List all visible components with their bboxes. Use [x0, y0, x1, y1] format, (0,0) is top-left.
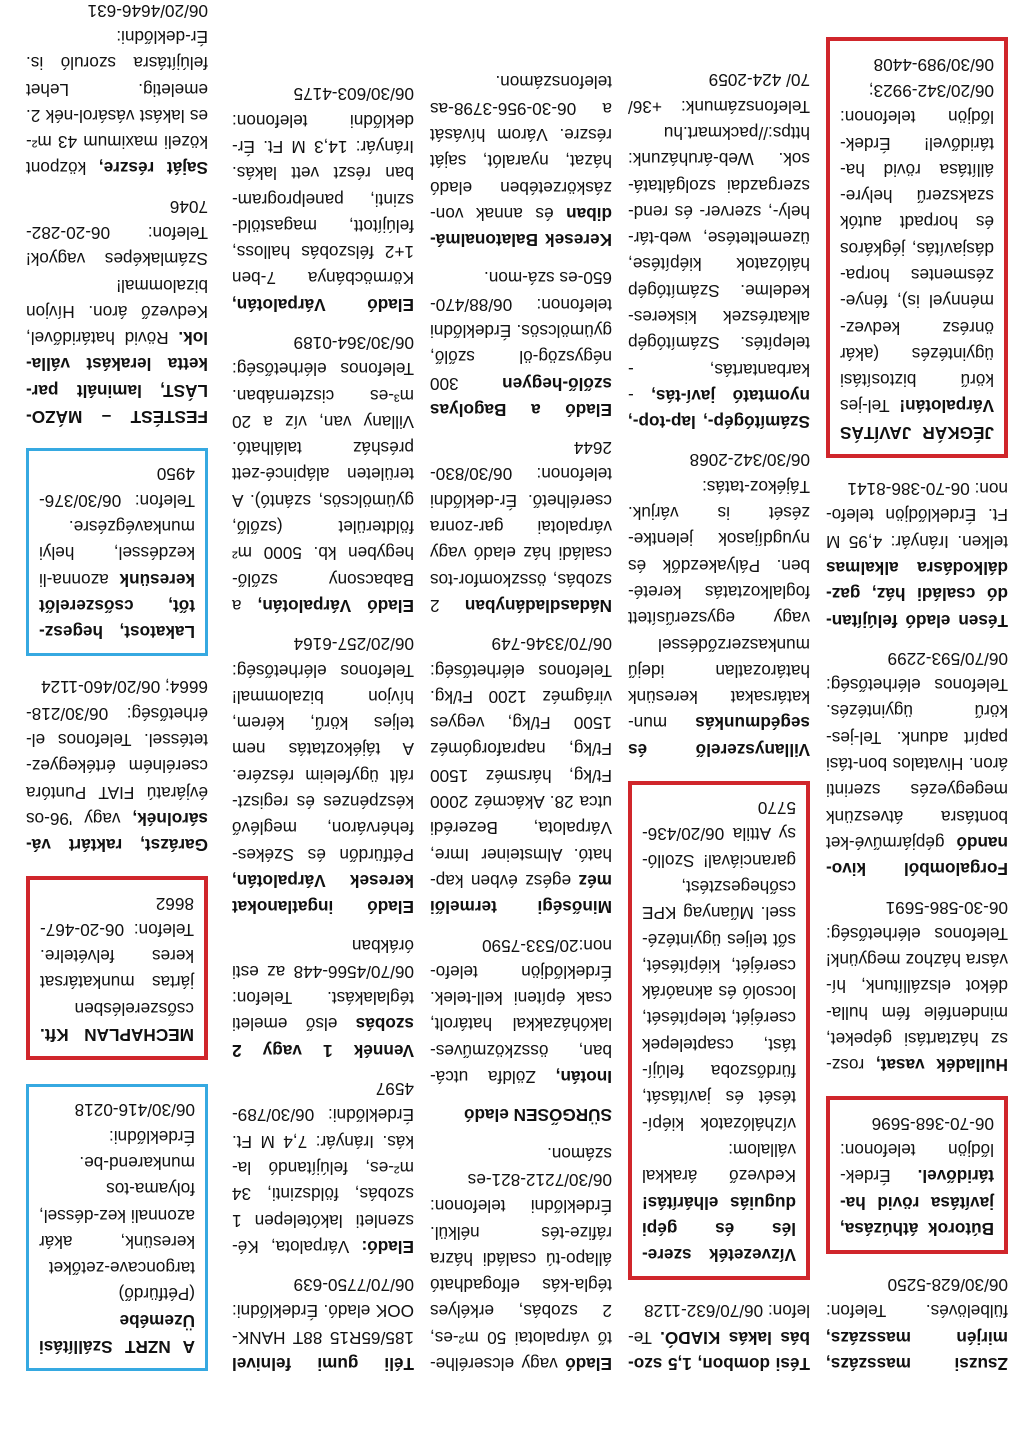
classified-ad	[430, 423, 612, 619]
ad-body: azonna-li kezdéssel, helyi munkavégzésre. Telefon: 06/30/376-4950	[39, 464, 195, 590]
ad-body: Pétfürdőn és Székes-fehérváron, meglévő készpénzes és regiszt-rált ügyfeleim részére. A tájékoztatás nem teljes körű, kérem, hívjon bizalommal! Telefonos elérhetőség: 06/20/257-6164	[232, 634, 414, 865]
ad-lead: JÉGKÁR JAVÍTÁS Várpalotán!	[840, 396, 994, 443]
classified-ad	[430, 1090, 612, 1128]
classified-ad	[430, 920, 612, 1090]
column-4	[232, 47, 414, 1377]
ad-lead: Téli gumi felnivel	[232, 1354, 414, 1374]
ad-lead: Vízvezeték szere-lés és gépi duguiás elhárítás!	[642, 1192, 796, 1266]
boxed-classified-ad	[628, 781, 810, 1280]
column-5	[26, 0, 208, 1377]
classified-ad	[826, 1260, 1008, 1377]
ad-lead: Garázst, raktárt vá-sárolnék,	[26, 808, 208, 856]
classified-ad	[826, 882, 1008, 1078]
ad-body: Várpalota, Ké-szenleti lakótelepen 1 szobás, földszinti, 34 m²-es, felújítandó la-kás. Irányár: 7,4 M Ft. Érdeklődni: 06/30/789-4597	[232, 1079, 414, 1257]
ad-lead: Nádasdladányban	[464, 595, 612, 616]
ad-body: - karbantartás, - telepítés. Számítógép alkatrészek kiskeres-kedelme. Számítógép hálózatok kiépítése, üzemeltetése, web-tár-hely-, szerver- és rend-szergazdai szolgáltatá-sok. Web-áruházunk: https://packmart.hu Telefonszámunk: +36/ 70/ 424-2059	[628, 70, 810, 406]
ad-lead: Számítógép-, lap-top-, nyomtató javí-tás,	[628, 385, 810, 433]
ad-body: fülbelövés. Telefon: 06/30/628-5250	[826, 1275, 1008, 1322]
ad-lead: Eladó	[565, 1354, 612, 1374]
ad-body: Körmöcbánya 7-ben 1+2 félszobás halloss, felújított, magastöld-szinti, panelprogram-ban részt vett lakás. Irányár: 14,3 M Ft. Ér-deklődni telefonon: 06/30/603-4175	[232, 84, 414, 289]
classified-ad	[26, 181, 208, 430]
ad-body: a Babacsony szőlő-hegyben kb. 5000 m² földterület (szőlő, gyümölcsös, szántó). A területen alápincé-zett présház található. Villany van, víz a 20 m³-es ciszternában. Telefonos elérhetőség: 06/30/364-0189	[232, 333, 414, 616]
ad-body: Te-lefon: 06/70/632-1128	[627, 1301, 810, 1348]
ad-lead: SÜRGŐSEN eladó	[463, 1105, 612, 1126]
classified-ad	[430, 57, 612, 253]
ad-body: Tel-jes körű biztosítási ügyintézés (akár önrész kedvez-ménnyel is), fénye-zésmentes horpa-dásjavítás, jégkáros és horpadt autók szakszerű helyre-állítása rövid ha-táridővel! Érdek-lődjön telefonon: 06/20/342-9923; 06/30/989-4408	[840, 54, 994, 417]
classified-ad	[232, 920, 414, 1063]
classified-ad	[628, 1286, 810, 1377]
ad-lead: MECHAPLAN Kft.	[40, 1025, 194, 1046]
classified-ad	[232, 1064, 414, 1260]
boxed-classified-ad	[826, 1096, 1008, 1253]
ad-body: Kedvező árakkal vállalom: vízhálózatok kiépí-tését és javítását, fürdőszoba felújí-tást, csaptelepek cseréjét, telepítését, locsoló és aknaórák cseréjét, kiépítését, sőt teljes ügyintézé-ssel. Műanyag KPE csőhegesztést, garanciával! Szolló-sy Attila 06/20/436-5770	[642, 798, 796, 1187]
ad-body: 185/65R15 88T HANK-OOK eladó. Érdeklődni: 06/70/7750-639	[232, 1275, 414, 1348]
boxed-classified-ad	[26, 876, 208, 1060]
ad-lead: Tésen eladó felújítan-dó családi ház, gaz-dálkodásra alkalmas	[826, 557, 1008, 631]
ad-lead: Eladó ingatlanokat keresek Várpalotán,	[232, 870, 414, 918]
boxed-classified-ad	[26, 448, 208, 656]
ad-body: első emeleti téglalakást. Telefon: 06/70/4566-448 az esti órákban	[232, 935, 414, 1035]
classified-ad	[628, 435, 810, 763]
classified-ad	[232, 619, 414, 920]
ad-lead: Eladó:	[361, 1236, 414, 1257]
ad-lead: Forgalomból kivo-nandó	[826, 832, 1008, 880]
ad-body: 300 négyszög-öl szőlő, gyümölcsös. Érdeklődni telefonon: 06/88/470-650-es szá-mon.	[430, 268, 612, 394]
ad-body: vagy '96-os évjáratú FIAT Puntóra cserélném értékegyez-tetéssel. Telefonos el-érhetőség: 06/30/218-6664; 06/20/460-1124	[26, 677, 208, 829]
classified-ad	[826, 464, 1008, 634]
ad-body: Zöldfa utcá-ban, összközműves-lakóházakkal határolt, csak építeni kell-telek. Érdeklődjön telefo-non:20/533-7590	[430, 935, 612, 1088]
classified-ad	[430, 1128, 612, 1377]
ad-body: csőszerelésben jártas munkatársat keres felvételre. Telefon: 06-20-467-8662	[40, 893, 194, 1019]
ad-lead: Zsuzsi masszázs, mirjén masszázs,	[826, 1327, 1008, 1374]
classified-ad	[232, 69, 414, 318]
ad-lead: Eladó Várpalotán,	[257, 595, 414, 616]
ad-lead: Hulladék vasat,	[875, 1055, 1008, 1076]
ad-body: (Pétfürdő) targoncave-zetőket keresünk, akár azonnali kez-déssel, folyama-tos munkarend-be. Érdeklődni: 06/30/416-0218	[39, 1100, 195, 1305]
ad-body: egész évben kap-ható. Almsteiner Imre, Várpalota, Bezerédi utca 28. Akácméz 2000 Ft/kg, hársméz 1500 Ft/kg, napraforgóméz 1500 Ft/kg, vegyes virágméz 1200 Ft/kg. Telefonos elérhetőség: 06/70/3346-749	[430, 634, 612, 891]
ad-body: rosz-sz háztartási gépeket, mindenféle fém hulla-dékot elszállítunk, hí-vásra házhoz megyünk! Telefonos elérhetőség: 06-30-586-5691	[826, 897, 1008, 1076]
classified-ad	[430, 253, 612, 423]
ad-lead: Saját részre,	[98, 158, 208, 179]
ad-body: Érdek-lődjön telefonon: 06-70-368-5696	[840, 1113, 994, 1187]
boxed-classified-ad	[26, 1084, 208, 1371]
ad-body: telken. Irányár: 4,95 M Ft. Érdeklődjön telefo-non: 06-70-386-8141	[826, 479, 1008, 552]
ad-body: központ közeli maximum 43 m²-es lakást vásárol-nék 2. emeletig. Lehet felújításra szoruló is. Ér-deklődni: 06/20/4646-631	[26, 0, 208, 179]
ad-body: és annak von-záskörzetében eladó házat, nyaralót, saját részre. Várom hívását a 06-30-956-3798-as telefonszámon.	[430, 72, 612, 224]
classified-ad	[26, 662, 208, 858]
ad-body: mun-katársakat keresünk határozatlan idejű munkaszerződéssel vagy egyszerűsített foglalkoztatás kereté-ben. Pályakezdők és nyugdíjasok jelentke-zését is várjuk. Tájékoz-tatás: 06/30/342-2068	[628, 450, 810, 734]
boxed-classified-ad	[826, 37, 1008, 457]
ad-lead: Inotán,	[555, 1067, 612, 1088]
column-2	[628, 47, 810, 1377]
ad-lead: Eladó a Bagolyas szőlő-hegyen	[430, 373, 612, 420]
ad-lead: Villanyszerelő és segédmunkás	[628, 713, 810, 760]
ad-lead: FESTÉST – MÁZO-LÁST, laminált par-ketta lerakást válla-lok.	[26, 328, 208, 428]
ad-lead: A NZRT Szállítási Üzemébe	[39, 1310, 195, 1357]
ad-body: Rövid határidővel, Kedvező áron. Hívjon bizalommal! Számlaképes vagyok! Telefon: 06-20-282-7046	[26, 196, 208, 349]
ad-lead: Lakatost, hegesz-tőt, csőszerelőt keresünk	[39, 569, 195, 643]
classified-ad	[628, 55, 810, 435]
ad-lead: Minőségi termelői méz	[430, 870, 612, 918]
column-3	[430, 47, 612, 1377]
classified-ad	[26, 0, 208, 181]
ad-lead: Tési domboп, 1,5 szo-bás lakás KIADÓ.	[628, 1327, 810, 1374]
ad-body: 2 szobás, összkomfor-tos családi ház eladó vagy várpalotai gar-zonra cserélhető. Ér-deklődni telefonon: 06/30/830-2644	[430, 438, 612, 616]
classified-ad	[232, 318, 414, 619]
classified-ad	[826, 634, 1008, 883]
ad-lead: Bútorok áthúzása, javítása rövid ha-táridővel.	[840, 1166, 994, 1239]
ad-lead: Vennék 1 vagy 2 szobás	[232, 1014, 414, 1061]
classified-ad	[232, 1260, 414, 1377]
ad-body: gépjárművé-ket bontásra átveszünk megegyezés szerinti áron. Hivatalos bon-tási papírt adunk. Tel-jes-körű ügyintézés. Telefonos elérhetőség: 06/70/593-2299	[826, 648, 1008, 853]
classified-ad	[430, 619, 612, 920]
ad-lead: Keresek Balatonalmá-diban	[430, 203, 612, 251]
ad-body: vagy elcserélhe-tő várpalotai 50 m²-es, 2 szobás, erkélyes tégla-kás elfogadható állapo-tú családi házra ráfize-tés nélkül. Érdeklődni telefonon: 06/30/7212-821-es számon.	[430, 1143, 612, 1374]
column-1	[826, 47, 1008, 1377]
ad-lead: Eladó Várpalotán,	[232, 294, 414, 315]
